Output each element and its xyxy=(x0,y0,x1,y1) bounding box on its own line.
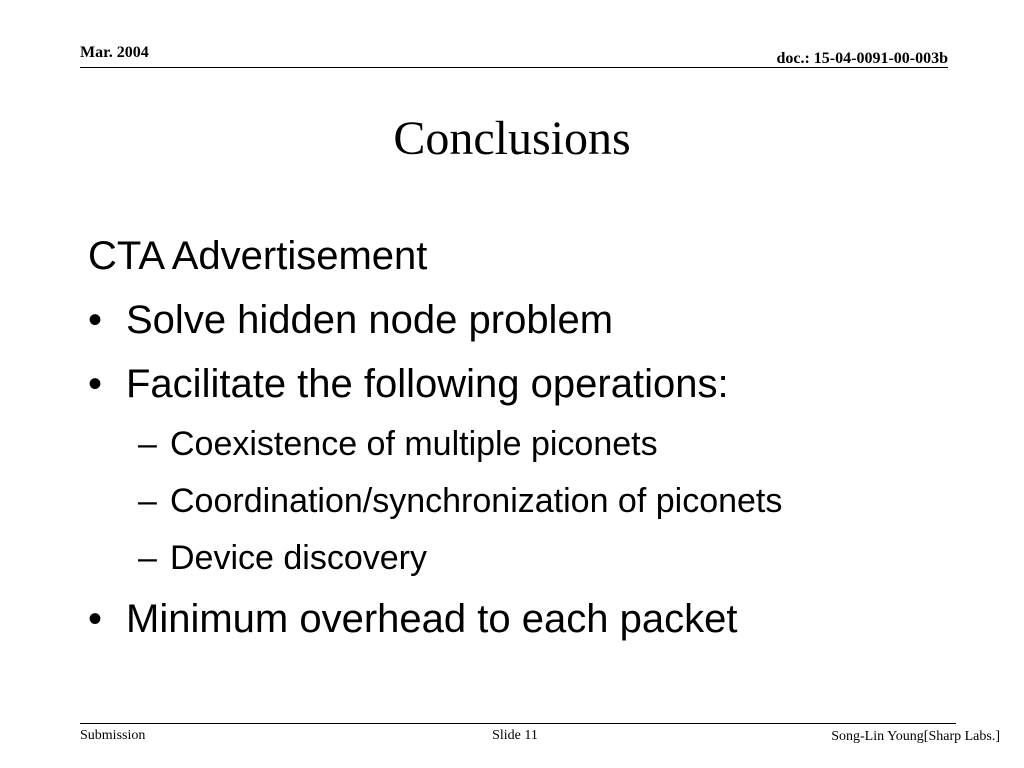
bullet-item xyxy=(88,358,968,410)
bullet-text: Solve hidden node problem xyxy=(126,298,614,342)
sub-bullet-text: Coordination/synchronization of piconets xyxy=(170,482,783,520)
dash-marker: – xyxy=(138,539,157,577)
bullet-item xyxy=(88,593,968,645)
slide-body xyxy=(88,230,968,657)
header-doc-id: doc.: 15-04-0091-00-003b xyxy=(776,50,948,67)
bullet-item xyxy=(88,294,968,346)
sub-bullet-item xyxy=(88,536,968,580)
bullet-marker: • xyxy=(88,298,103,342)
dash-marker: – xyxy=(138,425,157,463)
sub-bullet-item xyxy=(88,479,968,523)
header-rule xyxy=(80,67,948,68)
sub-bullet-text: Coexistence of multiple piconets xyxy=(170,425,658,463)
footer-rule xyxy=(80,723,956,724)
dash-marker: – xyxy=(138,482,157,520)
sub-bullet-text: Device discovery xyxy=(170,539,427,577)
footer-author: Song-Lin Young[Sharp Labs.] xyxy=(831,729,1000,744)
bullet-text: Minimum overhead to each packet xyxy=(126,597,738,641)
footer-submission: Submission xyxy=(80,728,146,743)
bullet-marker: • xyxy=(88,362,103,406)
header-date: Mar. 2004 xyxy=(80,44,149,61)
bullet-text: Facilitate the following operations: xyxy=(126,362,729,406)
footer-slide-number: Slide 11 xyxy=(492,728,538,743)
bullet-marker: • xyxy=(88,597,103,641)
body-heading: CTA Advertisement xyxy=(88,234,428,278)
sub-bullet-item xyxy=(88,422,968,466)
slide-title: Conclusions xyxy=(393,112,631,165)
